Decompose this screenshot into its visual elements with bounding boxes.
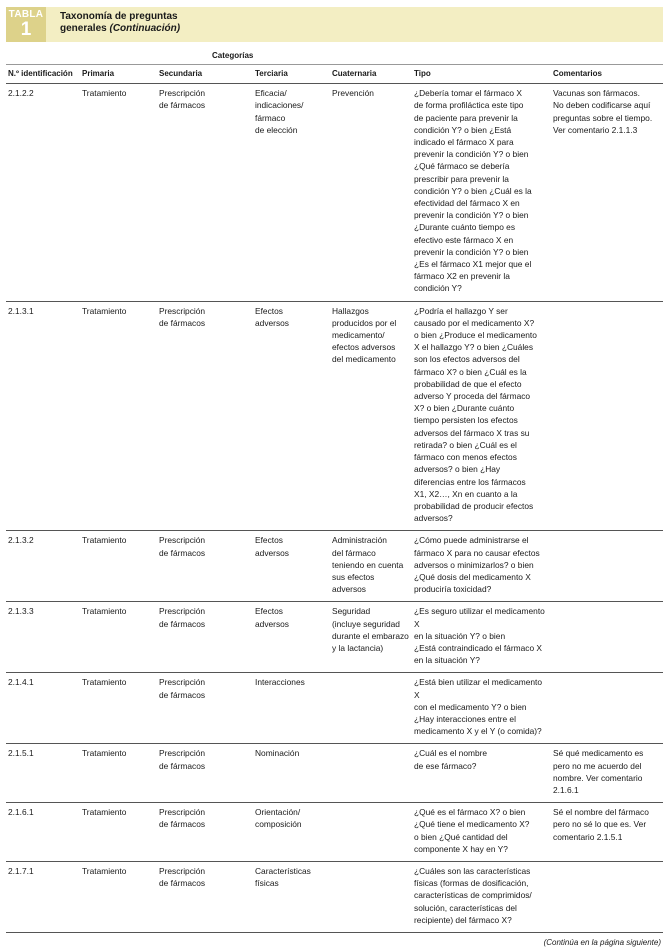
cell-id: 2.1.3.1 (8, 305, 34, 316)
cell-id: 2.1.3.2 (8, 535, 34, 546)
cell-secundaria: Prescripción de fármacos (159, 807, 206, 830)
table-row (6, 531, 663, 602)
title-continuation: (Continuación) (109, 22, 181, 34)
cell-cuaternaria: Prevención (332, 88, 374, 99)
cell-primaria: Tratamiento (82, 807, 127, 818)
title-line-2 (60, 23, 180, 35)
col-header-comentarios: Comentarios (553, 69, 602, 78)
cell-terciaria: Efectos adversos (255, 606, 289, 629)
cell-terciaria: Interacciones (255, 677, 305, 688)
column-header-row (6, 65, 663, 84)
cell-primaria: Tratamiento (82, 535, 127, 546)
title-line-2-text: generales (60, 22, 107, 34)
cell-tipo: ¿Cuáles son las características físicas (formas de dosificación, características de comprimidos/ solución, características del recipiente) del fármaco X? (414, 865, 532, 925)
cell-secundaria: Prescripción de fármacos (159, 606, 206, 629)
cell-secundaria: Prescripción de fármacos (159, 748, 206, 771)
tabla-word: TABLA (8, 9, 44, 20)
table-label-box (6, 7, 46, 42)
table-row (6, 861, 663, 932)
cell-id: 2.1.5.1 (8, 748, 34, 759)
cell-cuaternaria: Hallazgos producidos por el medicamento/ efectos adversos del medicamento (332, 305, 397, 365)
tabla-number: 1 (20, 19, 32, 40)
cell-primaria: Tratamiento (82, 748, 127, 759)
cell-comentarios (551, 301, 663, 531)
cell-secundaria: Prescripción de fármacos (159, 865, 206, 889)
col-header-terciaria: Terciaria (255, 69, 288, 78)
cell-terciaria: Orientación/ composición (255, 807, 302, 830)
cell-id: 2.1.7.1 (8, 865, 34, 876)
table-row (6, 84, 663, 301)
cell-primaria: Tratamiento (82, 677, 127, 688)
cell-comentarios: Sé qué medicamento es pero no me acuerdo del nombre. Ver comentario 2.1.6.1 (553, 748, 644, 795)
cell-tipo: ¿Cómo puede administrarse el fármaco X para no causar efectos adversos o minimizarlos? o bien ¿Qué dosis del medicamento X produciría toxicidad? (414, 535, 540, 595)
categories-row (6, 42, 663, 64)
cell-comentarios (551, 602, 663, 673)
cell-comentarios: Vacunas son fármacos. No deben codificarse aquí preguntas sobre el tiempo. Ver comentario 2.1.1.3 (553, 88, 653, 135)
taxonomy-table (6, 64, 663, 933)
table-row (6, 602, 663, 673)
table-row (6, 744, 663, 803)
cell-terciaria: Efectos adversos (255, 305, 289, 328)
cell-primaria: Tratamiento (82, 88, 127, 99)
cell-secundaria: Prescripción de fármacos (159, 305, 206, 328)
cell-tipo: ¿Podría el hallazgo Y ser causado por el medicamento X? o bien ¿Produce el medicamento X el hallazgo Y? o bien ¿Cuáles son los efectos adversos del fármaco X? o bien ¿Cuál es la probabilidad de que el efecto adverso Y proceda del fármaco X? o bien ¿Durante cuánto tiempo persisten los efectos adversos del fármaco X tras su retirada? o bien ¿Cuál es el fármaco con menos efectos adversos? o bien ¿Hay diferencias entre los fármacos X1, X2…, Xn en cuanto a la probabilidad de producir efectos adversos? (414, 305, 537, 524)
cell-id: 2.1.3.3 (8, 606, 34, 617)
cell-id: 2.1.4.1 (8, 677, 34, 688)
cell-tipo: ¿Está bien utilizar el medicamento X con el medicamento Y? o bien ¿Hay interacciones entre el medicamento X y el Y (o comida)? (414, 677, 543, 737)
table-row (6, 803, 663, 862)
col-header-primaria: Primaria (82, 69, 115, 78)
table-header-band (6, 7, 663, 42)
categories-label: Categorías (212, 51, 254, 60)
cell-comentarios: Sé el nombre del fármaco pero no sé lo que es. Ver comentario 2.1.5.1 (553, 807, 649, 842)
cell-terciaria: Efectos adversos (255, 535, 289, 558)
title-line-1: Taxonomía de preguntas (60, 11, 178, 22)
cell-terciaria: Eficacia/ indicaciones/ fármaco de elección (255, 88, 304, 135)
table-title (46, 7, 180, 42)
table-row (6, 673, 663, 744)
cell-comentarios (551, 531, 663, 602)
cell-tipo: ¿Qué es el fármaco X? o bien ¿Qué tiene el medicamento X? o bien ¿Qué cantidad del componente X hay en Y? (414, 807, 530, 854)
cell-id: 2.1.2.2 (8, 88, 34, 99)
cell-tipo: ¿Es seguro utilizar el medicamento X en la situación Y? o bien ¿Está contraindicado el fármaco X en la situación Y? (414, 606, 545, 666)
cell-id: 2.1.6.1 (8, 807, 34, 818)
cell-secundaria: Prescripción de fármacos (159, 88, 206, 111)
cell-primaria: Tratamiento (82, 305, 127, 316)
cell-cuaternaria (330, 744, 412, 803)
cell-primaria: Tratamiento (82, 865, 127, 876)
cell-cuaternaria: Administración del fármaco teniendo en cuenta sus efectos adversos (332, 535, 404, 595)
cell-cuaternaria (330, 673, 412, 744)
cell-secundaria: Prescripción de fármacos (159, 535, 206, 558)
col-header-secundaria: Secundaria (159, 69, 203, 78)
cell-comentarios (551, 673, 663, 744)
cell-cuaternaria (330, 861, 412, 932)
col-header-cuaternaria: Cuaternaria (332, 69, 377, 78)
cell-tipo: ¿Debería tomar el fármaco X de forma profiláctica este tipo de paciente para prevenir la condición Y? o bien ¿Está indicado el fármaco X para prevenir la condición Y? o bien ¿Qué fármaco se debería prescribir para prevenir la condición Y? o bien ¿Cuál es la efectividad del fármaco X en prevenir la condición Y? o bien ¿Durante cuánto tiempo es efectivo este fármaco X en prevenir la condición Y? o bien ¿Es el fármaco X1 mejor que el fármaco X2 en prevenir la condición Y? (414, 88, 532, 294)
col-header-tipo: Tipo (414, 69, 431, 78)
table-row (6, 301, 663, 531)
cell-primaria: Tratamiento (82, 606, 127, 617)
col-header-id: N.º identificación (8, 69, 73, 78)
continues-note: (Continúa en la página siguiente) (543, 938, 661, 947)
cell-comentarios (551, 861, 663, 932)
cell-terciaria: Nominación (255, 748, 300, 759)
cell-cuaternaria: Seguridad (incluye seguridad durante el embarazo y la lactancia) (332, 606, 409, 653)
cell-tipo: ¿Cuál es el nombre de ese fármaco? (414, 748, 488, 771)
cell-cuaternaria (330, 803, 412, 862)
cell-secundaria: Prescripción de fármacos (159, 677, 206, 700)
cell-terciaria: Características físicas (255, 865, 311, 889)
